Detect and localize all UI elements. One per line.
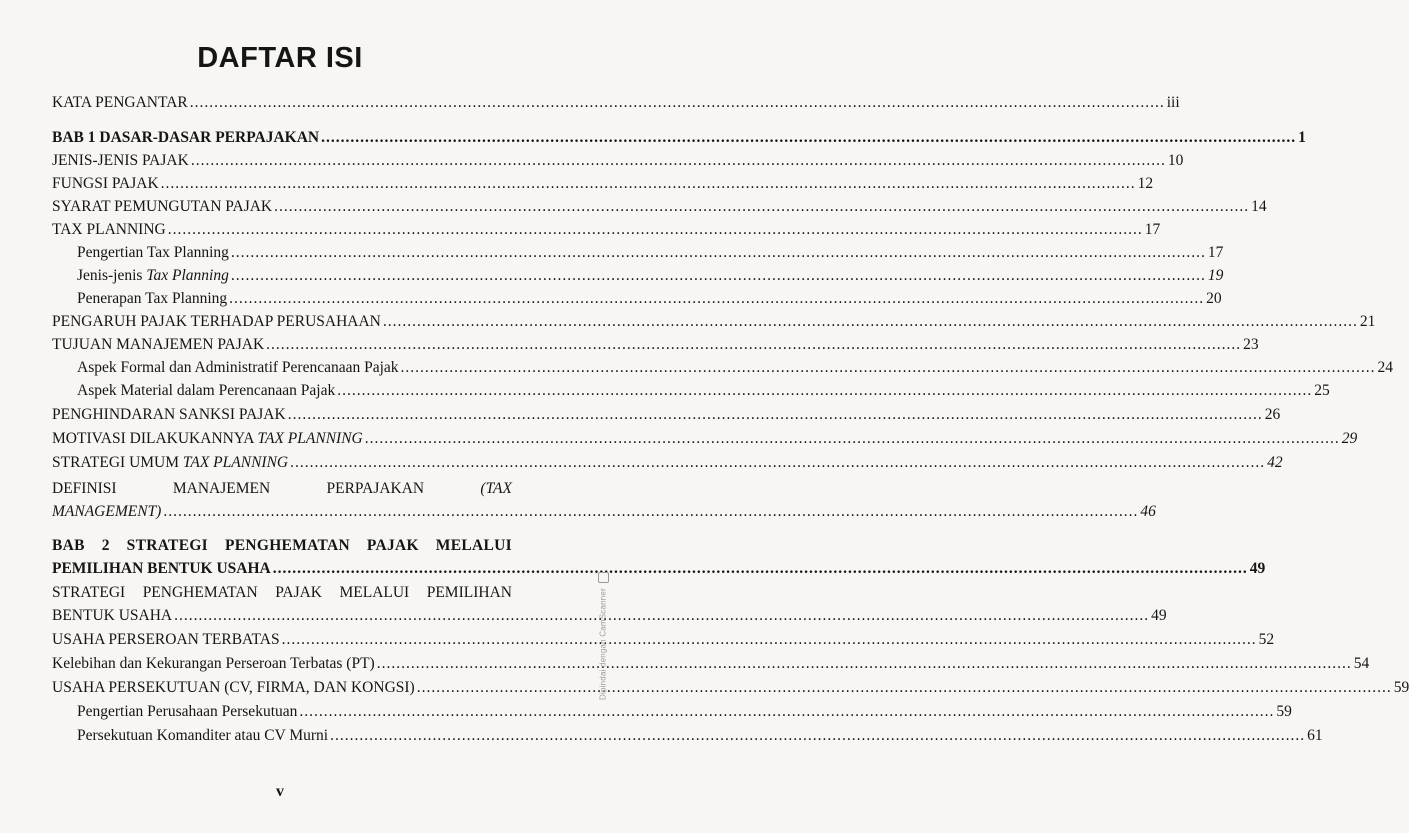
- toc-entry-motivasi-tax-planning[interactable]: [52, 429, 1358, 449]
- toc-page-number: 24: [1377, 359, 1394, 376]
- toc-page-number: 54: [1353, 655, 1370, 672]
- toc-page-number: 49: [1249, 560, 1266, 577]
- toc-page-number: 21: [1359, 313, 1376, 330]
- toc-page-number: 59: [1276, 703, 1292, 720]
- toc-entry-label-part: STRATEGI UMUM: [52, 454, 183, 471]
- toc-entry-strategi-penghematan-line2[interactable]: [52, 606, 1167, 626]
- toc-word: (TAX: [480, 480, 512, 497]
- toc-entry-label-italic: TAX PLANNING: [182, 454, 289, 471]
- leader-dots: [229, 289, 1204, 309]
- camscanner-logo-icon: [598, 572, 609, 583]
- toc-entry-tujuan-manajemen-pajak[interactable]: [52, 335, 1259, 355]
- leader-dots: [383, 312, 1358, 332]
- leader-dots: [190, 93, 1165, 113]
- leader-dots: [365, 429, 1340, 449]
- leader-dots: [290, 453, 1265, 473]
- toc-entry-pengertian-persekutuan[interactable]: [77, 702, 1292, 722]
- toc-word: 2: [101, 537, 110, 554]
- toc-word: STRATEGI: [52, 584, 126, 601]
- toc-page-number: 17: [1144, 221, 1161, 238]
- toc-entry-label: [77, 266, 229, 286]
- toc-page-number: 12: [1137, 175, 1154, 192]
- toc-entry-label: Aspek Formal dan Administratif Perencanaan Pajak: [77, 359, 399, 376]
- toc-entry-label: PENGARUH PAJAK TERHADAP PERUSAHAAN: [52, 313, 381, 330]
- leader-dots: [168, 220, 1143, 240]
- leader-dots: [321, 128, 1296, 148]
- toc-entry-label: PEMILIHAN BENTUK USAHA: [52, 560, 271, 577]
- toc-word: STRATEGI: [126, 537, 209, 554]
- toc-entry-label: USAHA PERSEKUTUAN (CV, FIRMA, DAN KONGSI): [52, 679, 415, 696]
- toc-page-number: 46: [1140, 503, 1156, 520]
- leader-dots: [231, 243, 1206, 263]
- toc-page-number: 1: [1298, 129, 1306, 146]
- toc-entry-persekutuan-komanditer[interactable]: [77, 726, 1323, 746]
- leader-dots: [191, 151, 1166, 171]
- toc-entry-label: BENTUK USAHA: [52, 607, 173, 624]
- toc-entry-kelebihan-kekurangan[interactable]: [52, 654, 1370, 674]
- scanner-watermark: [598, 572, 609, 700]
- toc-page-number: 17: [1207, 244, 1224, 261]
- toc-entry-fungsi-pajak[interactable]: [52, 174, 1154, 194]
- toc-word: MANAJEMEN: [172, 480, 271, 497]
- toc-page-number: 26: [1264, 406, 1281, 423]
- toc-entry-penghindaran-sanksi[interactable]: [52, 405, 1281, 425]
- toc-page-number: 52: [1258, 631, 1275, 648]
- leader-dots: [274, 197, 1249, 217]
- toc-word: MELALUI: [339, 584, 410, 601]
- leader-dots: [163, 502, 1138, 522]
- toc-entry-label: Kelebihan dan Kekurangan Perseroan Terbatas (PT): [52, 655, 375, 672]
- page-title: DAFTAR ISI: [197, 42, 363, 74]
- toc-entry-label: PENGHINDARAN SANKSI PAJAK: [52, 406, 286, 423]
- toc-word: MELALUI: [435, 537, 512, 554]
- toc-page-number: iii: [1166, 94, 1180, 111]
- leader-dots: [161, 174, 1136, 194]
- toc-entry-syarat-pemungutan[interactable]: [52, 197, 1267, 217]
- toc-entry-aspek-material[interactable]: [77, 381, 1330, 401]
- toc-word: BAB: [52, 537, 85, 554]
- toc-entry-label: Persekutuan Komanditer atau CV Murni: [77, 727, 329, 744]
- watermark-text: Dipindai dengan CamScanner: [598, 588, 608, 700]
- toc-entry-tax-planning[interactable]: [52, 220, 1161, 240]
- leader-dots: [273, 559, 1248, 579]
- toc-entry-label: SYARAT PEMUNGUTAN PAJAK: [52, 198, 273, 215]
- toc-entry-usaha-perseroan[interactable]: [52, 630, 1275, 650]
- toc-entry-label: Aspek Material dalam Perencanaan Pajak: [77, 382, 336, 399]
- toc-entry-label: Penerapan Tax Planning: [77, 290, 228, 307]
- toc-entry-definisi-line1[interactable]: [52, 479, 512, 499]
- toc-entry-label: TAX PLANNING: [52, 221, 166, 238]
- toc-entry-jenis-jenis-tax-planning[interactable]: [77, 266, 1224, 286]
- toc-entry-definisi-line2[interactable]: [52, 502, 1156, 522]
- leader-dots: [231, 266, 1206, 286]
- toc-entry-label: TUJUAN MANAJEMEN PAJAK: [52, 336, 265, 353]
- toc-page-number: 59: [1393, 679, 1409, 696]
- toc-word: PENGHEMATAN: [142, 584, 258, 601]
- toc-entry-label-italic: TAX PLANNING: [257, 430, 363, 447]
- toc-word: PAJAK: [275, 584, 322, 601]
- toc-entry-label: FUNGSI PAJAK: [52, 175, 159, 192]
- toc-word: PEMILIHAN: [426, 584, 512, 601]
- toc-page-number: 23: [1243, 336, 1259, 353]
- toc-entry-label: KATA PENGANTAR: [52, 94, 188, 111]
- leader-dots: [337, 381, 1312, 401]
- toc-entry-pengaruh-pajak[interactable]: [52, 312, 1376, 332]
- toc-entry-pengertian-tax-planning[interactable]: [77, 243, 1224, 263]
- leader-dots: [174, 606, 1149, 626]
- toc-entry-strategi-umum-tax-planning[interactable]: [52, 453, 1283, 473]
- leader-dots: [282, 630, 1257, 650]
- toc-entry-label-italic: Tax Planning: [146, 267, 229, 284]
- toc-entry-label: USAHA PERSEROAN TERBATAS: [52, 631, 280, 648]
- toc-page-number: 25: [1314, 382, 1330, 399]
- toc-entry-kata-pengantar[interactable]: [52, 93, 1180, 113]
- toc-entry-label: JENIS-JENIS PAJAK: [52, 152, 189, 169]
- toc-page-number: 29: [1341, 430, 1358, 447]
- toc-entry-label-part: MOTIVASI DILAKUKANNYA: [52, 430, 258, 447]
- page-number: v: [276, 783, 284, 800]
- toc-page-number: 14: [1251, 198, 1267, 215]
- toc-page-number: 20: [1206, 290, 1222, 307]
- toc-entry-label-part: Jenis-jenis: [77, 267, 147, 284]
- leader-dots: [266, 335, 1241, 355]
- toc-page-number: 19: [1207, 267, 1224, 284]
- toc-entry-bab-2-line1[interactable]: [52, 536, 512, 556]
- toc-entry-aspek-formal[interactable]: [77, 358, 1394, 378]
- toc-entry-label: MANAGEMENT): [52, 503, 162, 520]
- toc-page-number: 49: [1151, 607, 1167, 624]
- toc-word: PAJAK: [366, 537, 419, 554]
- toc-page-number: 61: [1307, 727, 1323, 744]
- toc-word: PENGHEMATAN: [224, 537, 350, 554]
- toc-entry-bab-2-line2[interactable]: [52, 559, 1266, 579]
- toc-entry-penerapan-tax-planning[interactable]: [77, 289, 1222, 309]
- toc-word: DEFINISI: [52, 480, 117, 497]
- leader-dots: [288, 405, 1263, 425]
- toc-entry-strategi-penghematan-line1[interactable]: [52, 583, 512, 603]
- toc-entry-bab-1[interactable]: [52, 128, 1306, 148]
- leader-dots: [401, 358, 1376, 378]
- toc-entry-label: Pengertian Perusahaan Persekutuan: [77, 703, 298, 720]
- leader-dots: [417, 678, 1392, 698]
- toc-entry-label: [52, 453, 288, 473]
- toc-entry-jenis-jenis-pajak[interactable]: [52, 151, 1184, 171]
- toc-page-number: 42: [1267, 454, 1283, 471]
- toc-entry-label: Pengertian Tax Planning: [77, 244, 229, 261]
- toc-word: PERPAJAKAN: [326, 480, 425, 497]
- leader-dots: [299, 702, 1274, 722]
- toc-page-number: 10: [1167, 152, 1184, 169]
- leader-dots: [377, 654, 1352, 674]
- toc-entry-usaha-persekutuan[interactable]: [52, 678, 1409, 698]
- leader-dots: [330, 726, 1305, 746]
- toc-entry-label: BAB 1 DASAR-DASAR PERPAJAKAN: [52, 129, 320, 146]
- toc-entry-label: [52, 429, 363, 449]
